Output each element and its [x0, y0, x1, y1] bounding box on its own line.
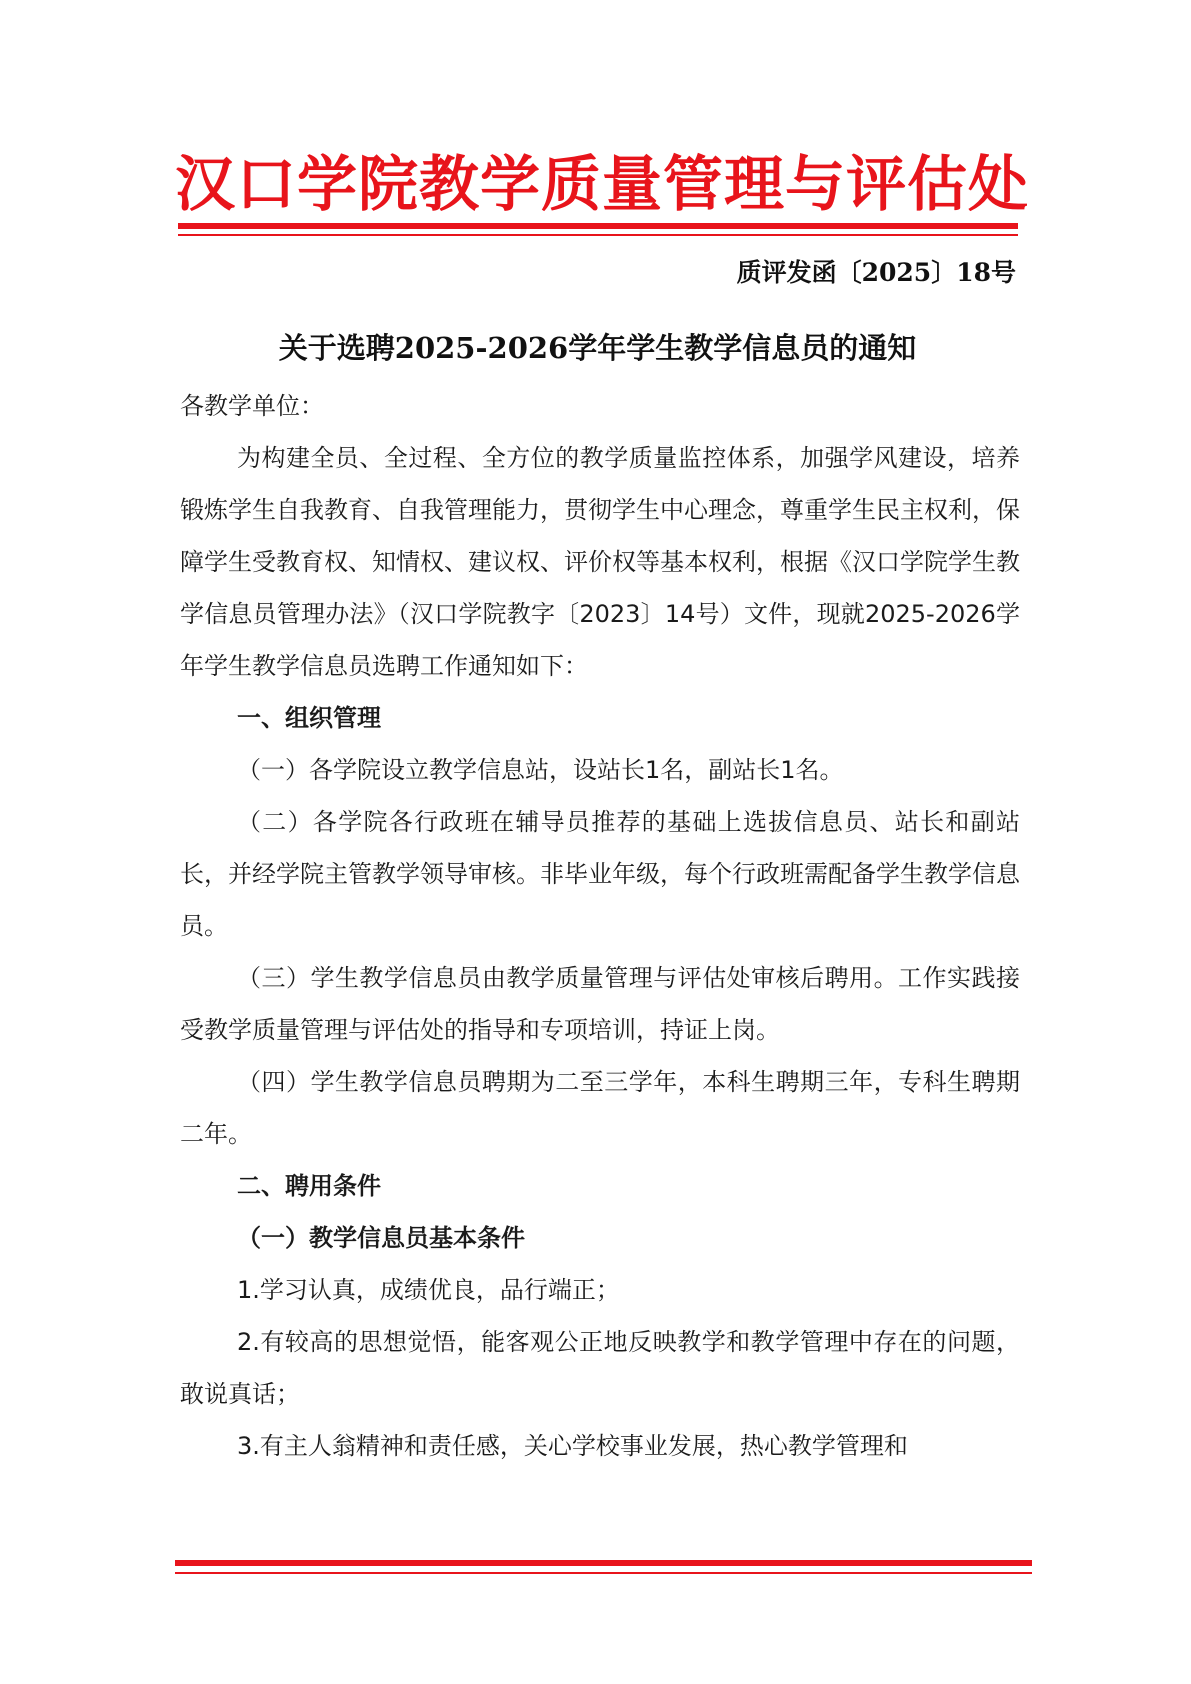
org-masthead-title: 汉口学院教学质量管理与评估处 [175, 150, 1029, 220]
header-red-rule-thick [178, 223, 1018, 229]
condition-item: 1.学习认真，成绩优良，品行端正； [237, 1276, 620, 1304]
section1-item: （二）各学院各行政班在辅导员推荐的基础上选拔信息员、站长和副站长，并经学院主管教学领导审核。非毕业年级，每个行政班需配备学生教学信息员。 [180, 808, 1020, 940]
section1-item: （三）学生教学信息员由教学质量管理与评估处审核后聘用。工作实践接受教学质量管理与评估处的指导和专项培训，持证上岗。 [180, 964, 1020, 1044]
subsection-heading-basic-conditions: （一）教学信息员基本条件 [237, 1224, 525, 1252]
footer-red-rule-thick [175, 1560, 1032, 1566]
notice-title: 关于选聘2025-2026学年学生教学信息员的通知 [278, 331, 917, 365]
condition-item: 2.有较高的思想觉悟，能客观公正地反映教学和教学管理中存在的问题，敢说真话； [180, 1328, 1020, 1408]
notice-body [180, 380, 1020, 1472]
section-heading-conditions: 二、聘用条件 [237, 1172, 381, 1200]
condition-item: 3.有主人翁精神和责任感，关心学校事业发展，热心教学管理和 [237, 1432, 908, 1460]
section1-item: （一）各学院设立教学信息站，设站长1名，副站长1名。 [237, 756, 844, 784]
footer-red-rule-thin [175, 1572, 1032, 1574]
intro-paragraph: 为构建全员、全过程、全方位的教学质量监控体系，加强学风建设，培养锻炼学生自我教育、自我管理能力，贯彻学生中心理念，尊重学生民主权利，保障学生受教育权、知情权、建议权、评价权等基本权利，根据《汉口学院学生教学信息员管理办法》（汉口学院教字〔2023〕14号）文件，现就2025-2026学年学生教学信息员选聘工作通知如下： [180, 444, 1020, 680]
salutation: 各教学单位： [180, 392, 324, 420]
header-red-rule-thin [178, 234, 1018, 236]
document-number: 质评发函〔2025〕18号 [736, 258, 1016, 287]
section1-item: （四）学生教学信息员聘期为二至三学年，本科生聘期三年，专科生聘期二年。 [180, 1068, 1020, 1148]
section-heading-organization: 一、组织管理 [237, 704, 381, 732]
